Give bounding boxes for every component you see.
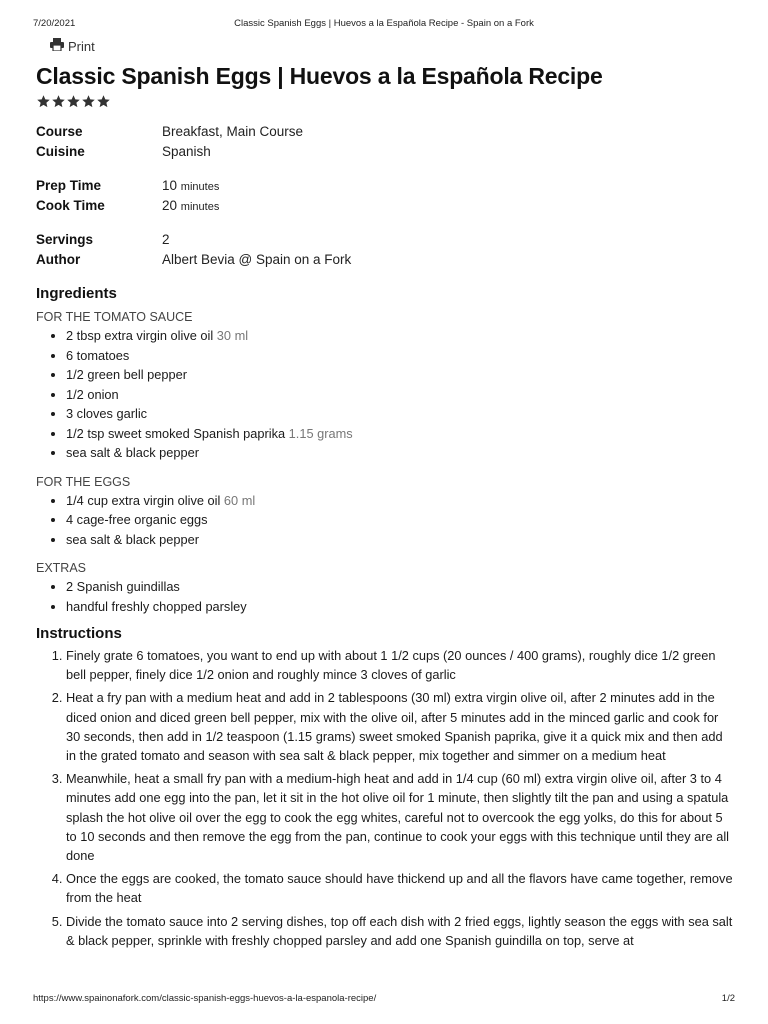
cook-time-unit: minutes xyxy=(180,201,220,213)
ingredient-item xyxy=(66,491,736,511)
ingredient-note: 30 ml xyxy=(216,328,249,343)
ingredient-item xyxy=(66,424,736,444)
prep-time-unit: minutes xyxy=(180,181,220,193)
ingredient-note: 1.15 grams xyxy=(288,425,353,441)
instruction-step: 1. Finely grate 6 tomatoes, you want to end up with about 1 1/2 cups (20 ounces / 400 grams), roughly dice 1/2 green bell pepper, finely dice 1/2 onion and roughly mince 3 cloves of garlic xyxy=(66,646,736,684)
meta-value: Spanish xyxy=(162,144,211,159)
star-icon xyxy=(81,94,96,109)
print-page-title: Classic Spanish Eggs | Huevos a la Española Recipe - Spain on a Fork xyxy=(234,18,534,29)
ingredient-group-name: FOR THE EGGS xyxy=(36,474,131,489)
ingredient-item xyxy=(66,404,736,424)
prep-time-value: 10 xyxy=(162,178,178,193)
ingredient-item xyxy=(66,346,736,366)
meta-course xyxy=(36,122,736,142)
meta-value: Breakfast, Main Course xyxy=(162,124,304,139)
instructions-list xyxy=(36,646,736,950)
meta-prep-time xyxy=(36,176,736,196)
instruction-step: 4. Once the eggs are cooked, the tomato sauce should have thickend up and all the flavors have came together, remove from the heat xyxy=(66,869,736,907)
printer-icon xyxy=(50,38,68,54)
print-button-label: Print xyxy=(68,38,95,54)
ingredient-item xyxy=(66,510,736,530)
meta-label: Course xyxy=(36,124,83,139)
ingredient-item xyxy=(66,365,736,385)
ingredient-text: 2 Spanish guindillas xyxy=(66,579,180,594)
print-date: 7/20/2021 xyxy=(33,18,76,29)
ingredient-text: 1/2 green bell pepper xyxy=(66,367,187,382)
meta-servings xyxy=(36,230,736,250)
meta-label: Author xyxy=(36,252,81,267)
meta-cook-time xyxy=(36,196,736,216)
ingredients-list xyxy=(36,308,736,616)
ingredient-text: 1/4 cup extra virgin olive oil xyxy=(66,492,221,508)
meta-value xyxy=(162,196,219,216)
meta-label: Cuisine xyxy=(36,144,85,159)
recipe-meta xyxy=(36,122,736,270)
meta-author xyxy=(36,250,736,270)
ingredient-group-list xyxy=(36,491,736,550)
star-icon xyxy=(66,94,81,109)
page-number: 1/2 xyxy=(721,993,735,1004)
ingredient-item xyxy=(66,385,736,405)
meta-value: 2 xyxy=(162,232,170,247)
ingredient-group-list xyxy=(36,326,736,463)
cook-time-value: 20 xyxy=(162,198,178,213)
ingredient-text: sea salt & black pepper xyxy=(66,531,200,547)
instruction-step: 2. Heat a fry pan with a medium heat and add in 2 tablespoons (30 ml) extra virgin olive oil, after 2 minutes add in the diced onion and diced green bell pepper, mix with the olive oil, after 5 minutes add in the minced garlic and cook for 30 seconds, then add in 1/2 teaspoon (1.15 grams) sweet smoked Spanish paprika, give it a quick mix and then add in the grated tomato and season with sea salt & black pepper, mix together and simmer on a medium heat xyxy=(66,688,736,765)
ingredient-group-name: EXTRAS xyxy=(36,561,87,575)
ingredient-group-name: FOR THE TOMATO SAUCE xyxy=(36,310,193,324)
ingredient-item xyxy=(66,530,736,550)
instructions-heading: Instructions xyxy=(36,625,122,642)
instructions-section xyxy=(36,624,736,980)
ingredient-item xyxy=(66,326,736,346)
print-button[interactable] xyxy=(50,38,95,54)
instruction-step: 5. Divide the tomato sauce into 2 serving dishes, top off each dish with 2 fried eggs, lightly season the eggs with sea salt & black pepper, sprinkle with freshly chopped parsley and add one Spanish guindilla on top, serve at xyxy=(66,912,736,950)
print-footer xyxy=(0,990,768,1010)
ingredient-text: sea salt & black pepper xyxy=(66,445,200,460)
ingredient-text: handful freshly chopped parsley xyxy=(66,598,247,614)
instruction-step: 3. Meanwhile, heat a small fry pan with a medium-high heat and add in 1/4 cup (60 ml) extra virgin olive oil, after 3 to 4 minutes add one egg into the pan, let it sit in the hot olive oil for 1 minute, then slightly tilt the pan and using a spatula splash the hot olive oil over the egg to cook the egg whites, careful not to overcook the egg yolks, do this for about 5 to 10 seconds and then remove the egg from the pan, continue to cook your eggs with this technique until they are all done xyxy=(66,769,736,865)
ingredient-text: 3 cloves garlic xyxy=(66,406,148,421)
recipe-title: Classic Spanish Eggs | Huevos a la Española Recipe xyxy=(36,63,603,89)
ingredients-heading: Ingredients xyxy=(36,285,117,302)
recipe-card xyxy=(36,60,736,616)
ingredient-item xyxy=(66,597,736,617)
meta-cuisine xyxy=(36,142,736,162)
ingredient-text: 2 tbsp extra virgin olive oil xyxy=(66,328,214,343)
ingredient-text: 6 tomatoes xyxy=(66,347,130,363)
meta-value xyxy=(162,176,219,196)
ingredient-text: 1/2 onion xyxy=(66,386,119,402)
rating-stars xyxy=(36,94,736,112)
meta-value: Albert Bevia @ Spain on a Fork xyxy=(162,252,352,267)
print-url: https://www.spainonafork.com/classic-spanish-eggs-huevos-a-la-espanola-recipe/ xyxy=(33,993,377,1004)
star-icon xyxy=(36,94,51,109)
ingredient-group-list xyxy=(36,577,736,616)
meta-label: Servings xyxy=(36,232,94,247)
meta-label: Prep Time xyxy=(36,178,102,193)
meta-label: Cook Time xyxy=(36,198,105,213)
star-icon xyxy=(96,94,111,109)
print-header xyxy=(0,0,768,40)
ingredient-text: 1/2 tsp sweet smoked Spanish paprika xyxy=(66,425,286,441)
star-icon xyxy=(51,94,66,109)
ingredient-note: 60 ml xyxy=(223,492,256,508)
ingredient-text: 4 cage-free organic eggs xyxy=(66,512,208,527)
ingredient-item xyxy=(66,443,736,463)
ingredient-item xyxy=(66,577,736,597)
